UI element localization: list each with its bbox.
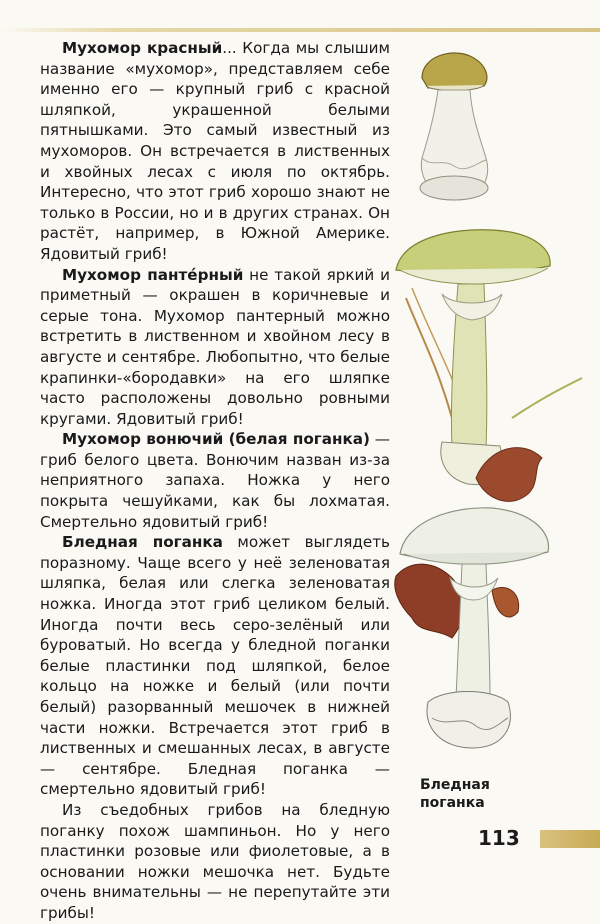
text-death-cap: может выглядеть поразному. Чаще всего у неё зеленоватая шляпка, белая или слегка зеленоватая ножка. Иногда этот гриб целиком белый. Иногда почти весь серо-зелёный или буроватый. Но всегда у бледной поганки белые пластинки под шляпкой, белое кольцо на ножке и белый (или почти белый) разорванный мешочек в нижней части ножки. Встречается этот гриб в лиственных и смешанных лесах, в августе — сентябре. Бледная поганка — смертельно ядовитый гриб! — [40, 533, 390, 799]
paragraph-destroying-angel — [40, 429, 390, 532]
paragraph-warning — [40, 800, 390, 924]
young-mushroom-drawing — [420, 53, 488, 200]
text-panther-cap: не такой яркий и приметный — окрашен в коричневые и серые тона. Мухомор пантерный можно встретить в лиственном и хвойном лесу в августе и сентябре. Любопытно, что белые крапинки-«бородавки» на его шляпке часто расположены довольно ровными кругами. Ядовитый гриб! — [40, 265, 390, 428]
page-number: 113 — [478, 826, 520, 850]
text-destroying-angel: — гриб белого цвета. Вонючим назван из-за неприятного запаха. Ножка у него покрыта чешуйками, как бы лохматая. Смертельно ядовитый гриб! — [40, 430, 390, 531]
text-red-fly-agaric: ... Когда мы слышим название «мухомор», представляем себе именно его — крупный гриб с красной шляпкой, украшенной белыми пятнышками. Это самый известный из мухоморов. Он встречается в лиственных и хвойных лесах с июля по октябрь. Интересно, что этот гриб хорошо знают не только в России, но и в других странах. Он растёт, например, в Южной Америке. Ядовитый гриб! — [40, 39, 390, 263]
page-number-bar — [540, 830, 600, 848]
paragraph-red-fly-agaric — [40, 38, 390, 265]
paragraph-death-cap — [40, 532, 390, 800]
illustration-caption: Бледная поганка — [420, 777, 490, 811]
top-decorative-rule — [0, 28, 600, 32]
text-warning: Из съедобных грибов на бледную поганку похож шампиньон. Но у него пластинки розовые или фиолетовые, а в основании ножки мешочка нет. Будьте очень внимательны — не перепутайте эти грибы! — [40, 800, 390, 922]
paragraph-panther-cap — [40, 265, 390, 430]
term-destroying-angel: Мухомор вонючий (белая поганка) — [62, 430, 370, 449]
term-panther-cap: Мухомор пантéрный — [62, 265, 244, 284]
body-text — [40, 38, 390, 924]
term-death-cap: Бледная поганка — [62, 533, 223, 552]
death-cap-illustration — [392, 38, 600, 768]
mature-mushroom-drawing — [396, 230, 550, 485]
term-red-fly-agaric: Мухомор красный — [62, 39, 223, 57]
